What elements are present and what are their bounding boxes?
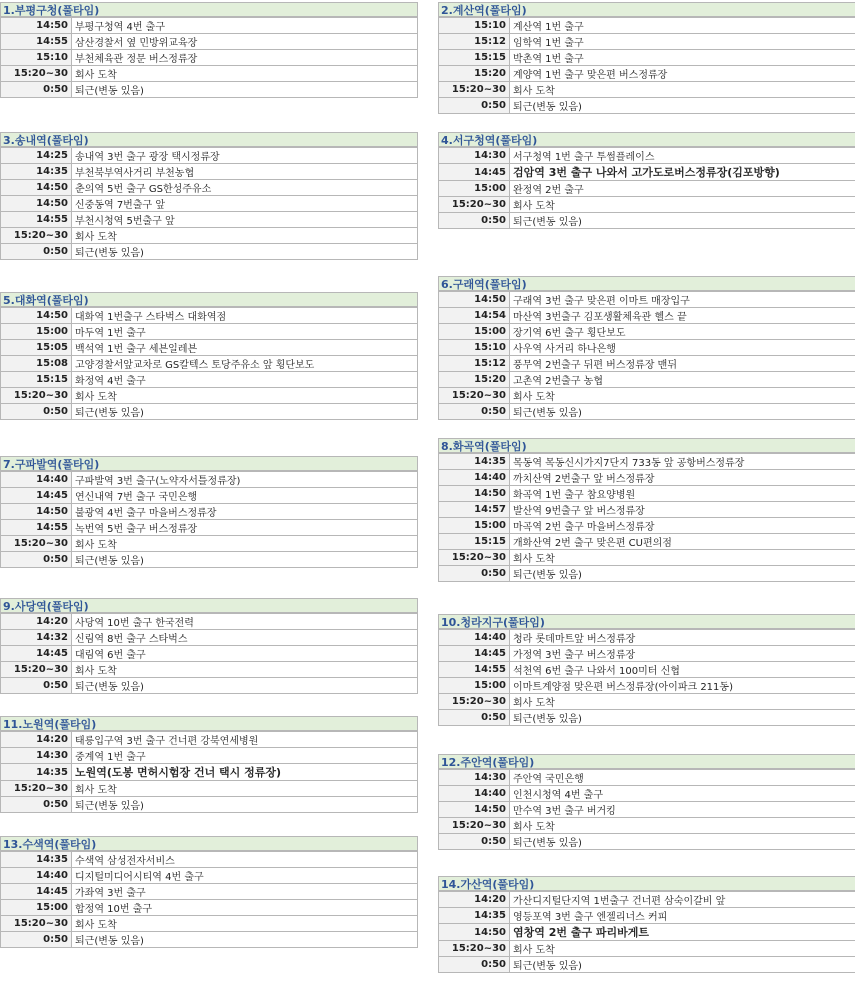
stop-time: 14:54 (439, 308, 510, 324)
stop-time: 14:45 (439, 646, 510, 662)
table-row (1, 82, 418, 98)
route-table (438, 17, 855, 114)
table-row (439, 710, 855, 726)
stop-place: 중계역 1번 출구 (72, 748, 418, 764)
stop-time: 15:20 (439, 66, 510, 82)
route-table (0, 613, 418, 694)
stop-place: 회사 도착 (72, 916, 418, 932)
stop-place: 풍무역 2번출구 뒤편 버스정류장 맨뒤 (510, 356, 855, 372)
route-title: 3.송내역(풀타임) (0, 132, 418, 147)
table-row (1, 504, 418, 520)
stop-place: 퇴근(변동 있음) (72, 404, 418, 420)
stop-place: 회사 도착 (510, 82, 855, 98)
table-row (1, 34, 418, 50)
stop-place: 불광역 4번 출구 마을버스정류장 (72, 504, 418, 520)
stop-place: 가산디지털단지역 1번출구 건너편 삼숙이갈비 앞 (510, 892, 855, 908)
stop-place: 디지털미디어시티역 4번 출구 (72, 868, 418, 884)
route-block (438, 132, 855, 229)
stop-time: 15:12 (439, 34, 510, 50)
table-row (439, 802, 855, 818)
stop-place: 퇴근(변동 있음) (510, 213, 855, 229)
route-block (438, 614, 855, 726)
table-row (1, 148, 418, 164)
table-row (439, 892, 855, 908)
route-title: 1.부평구청(풀타임) (0, 2, 418, 17)
table-row (439, 694, 855, 710)
table-row (1, 748, 418, 764)
route-table (0, 17, 418, 98)
table-row (439, 770, 855, 786)
table-row (439, 957, 855, 973)
stop-time: 14:50 (439, 486, 510, 502)
stop-time: 14:50 (1, 180, 72, 196)
stop-place: 신중동역 7번출구 앞 (72, 196, 418, 212)
stop-place: 계양역 1번 출구 맞은편 버스정류장 (510, 66, 855, 82)
route-title: 7.구파발역(풀타임) (0, 456, 418, 471)
stop-place: 퇴근(변동 있음) (510, 404, 855, 420)
table-row (439, 566, 855, 582)
stop-place: 퇴근(변동 있음) (72, 244, 418, 260)
table-row (439, 534, 855, 550)
route-table (438, 147, 855, 229)
route-title: 8.화곡역(풀타임) (438, 438, 855, 453)
route-table (0, 147, 418, 260)
route-block (0, 132, 418, 260)
stop-time: 0:50 (439, 404, 510, 420)
stop-time: 15:20~30 (1, 388, 72, 404)
stop-time: 14:45 (1, 488, 72, 504)
stop-place: 백석역 1번 출구 세븐일레븐 (72, 340, 418, 356)
route-block (0, 598, 418, 694)
stop-place: 검암역 3번 출구 나와서 고가도로버스정류장(김포방향) (510, 164, 855, 181)
stop-place: 노원역(도봉 면허시험장 건너 택시 정류장) (72, 764, 418, 781)
stop-time: 15:20~30 (1, 781, 72, 797)
table-row (1, 764, 418, 781)
table-row (1, 932, 418, 948)
stop-place: 개화산역 2번 출구 맞은편 CU편의점 (510, 534, 855, 550)
route-title: 14.가산역(풀타임) (438, 876, 855, 891)
table-row (1, 228, 418, 244)
stop-time: 0:50 (1, 932, 72, 948)
stop-time: 15:20~30 (439, 388, 510, 404)
stop-time: 15:15 (439, 534, 510, 550)
stop-time: 14:25 (1, 148, 72, 164)
table-row (439, 834, 855, 850)
stop-time: 15:00 (439, 678, 510, 694)
stop-time: 14:40 (439, 786, 510, 802)
table-row (1, 797, 418, 813)
stop-place: 임학역 1번 출구 (510, 34, 855, 50)
stop-place: 대림역 6번 출구 (72, 646, 418, 662)
route-title: 6.구래역(풀타임) (438, 276, 855, 291)
stop-place: 송내역 3번 출구 광장 택시정류장 (72, 148, 418, 164)
stop-place: 회사 도착 (72, 662, 418, 678)
stop-place: 회사 도착 (72, 228, 418, 244)
stop-time: 15:20~30 (1, 228, 72, 244)
stop-place: 퇴근(변동 있음) (510, 834, 855, 850)
stop-place: 삼산경찰서 옆 민방위교육장 (72, 34, 418, 50)
stop-time: 15:20~30 (1, 662, 72, 678)
table-row (439, 678, 855, 694)
stop-time: 14:30 (439, 770, 510, 786)
stop-place: 퇴근(변동 있음) (72, 678, 418, 694)
stop-time: 14:32 (1, 630, 72, 646)
table-row (1, 536, 418, 552)
stop-time: 15:00 (439, 518, 510, 534)
stop-time: 14:50 (439, 292, 510, 308)
stop-time: 0:50 (1, 244, 72, 260)
table-row (439, 324, 855, 340)
stop-time: 14:20 (1, 732, 72, 748)
stop-time: 15:08 (1, 356, 72, 372)
table-row (439, 98, 855, 114)
stop-time: 14:57 (439, 502, 510, 518)
stop-time: 15:10 (1, 50, 72, 66)
stop-place: 녹번역 5번 출구 버스정류장 (72, 520, 418, 536)
table-row (1, 852, 418, 868)
table-row (1, 372, 418, 388)
stop-time: 14:40 (439, 630, 510, 646)
stop-time: 15:20~30 (439, 818, 510, 834)
route-table (438, 891, 855, 973)
route-title: 11.노원역(풀타임) (0, 716, 418, 731)
route-block (438, 876, 855, 973)
route-table (0, 307, 418, 420)
stop-time: 14:40 (1, 868, 72, 884)
route-block (438, 2, 855, 114)
stop-place: 만수역 3번 출구 버거킹 (510, 802, 855, 818)
stop-place: 마산역 3번출구 김포생활체육관 헬스 끝 (510, 308, 855, 324)
table-row (439, 662, 855, 678)
stop-time: 14:50 (439, 802, 510, 818)
stop-time: 0:50 (439, 98, 510, 114)
table-row (1, 404, 418, 420)
table-row (439, 486, 855, 502)
stop-time: 14:50 (1, 196, 72, 212)
route-title: 9.사당역(풀타임) (0, 598, 418, 613)
stop-place: 퇴근(변동 있음) (510, 98, 855, 114)
stop-time: 0:50 (439, 213, 510, 229)
stop-time: 14:45 (1, 884, 72, 900)
table-row (1, 308, 418, 324)
table-row (1, 196, 418, 212)
stop-place: 인천시청역 4번 출구 (510, 786, 855, 802)
table-row (1, 472, 418, 488)
stop-time: 15:20 (439, 372, 510, 388)
table-row (1, 552, 418, 568)
table-row (1, 212, 418, 228)
table-row (439, 197, 855, 213)
stop-place: 주안역 국민은행 (510, 770, 855, 786)
stop-place: 태릉입구역 3번 출구 건너편 강북연세병원 (72, 732, 418, 748)
stop-place: 장기역 6번 출구 횡단보도 (510, 324, 855, 340)
route-block (0, 2, 418, 98)
stop-place: 퇴근(변동 있음) (510, 566, 855, 582)
stop-time: 15:00 (439, 324, 510, 340)
stop-place: 부평구청역 4번 출구 (72, 18, 418, 34)
stop-place: 회사 도착 (510, 197, 855, 213)
stop-place: 회사 도착 (510, 388, 855, 404)
route-block (0, 456, 418, 568)
stop-place: 회사 도착 (510, 941, 855, 957)
stop-time: 0:50 (439, 566, 510, 582)
stop-place: 구파발역 3번 출구(노약자서틀정류장) (72, 472, 418, 488)
stop-time: 15:20~30 (439, 550, 510, 566)
stop-place: 고촌역 2번출구 농협 (510, 372, 855, 388)
stop-time: 14:35 (439, 454, 510, 470)
stop-time: 0:50 (1, 82, 72, 98)
stop-time: 0:50 (439, 834, 510, 850)
stop-time: 15:20~30 (439, 197, 510, 213)
table-row (439, 630, 855, 646)
stop-place: 합정역 10번 출구 (72, 900, 418, 916)
route-table (0, 471, 418, 568)
stop-place: 퇴근(변동 있음) (510, 957, 855, 973)
stop-place: 완정역 2번 출구 (510, 181, 855, 197)
route-block (0, 716, 418, 813)
table-row (439, 646, 855, 662)
route-table (0, 731, 418, 813)
table-row (1, 180, 418, 196)
stop-time: 0:50 (1, 797, 72, 813)
table-row (439, 502, 855, 518)
route-table (438, 629, 855, 726)
table-row (1, 244, 418, 260)
stop-time: 15:20~30 (439, 941, 510, 957)
table-row (1, 732, 418, 748)
stop-time: 14:50 (1, 308, 72, 324)
stop-time: 0:50 (439, 957, 510, 973)
route-table (0, 851, 418, 948)
table-row (1, 646, 418, 662)
table-row (439, 404, 855, 420)
stop-time: 14:20 (1, 614, 72, 630)
stop-time: 15:20~30 (439, 694, 510, 710)
stop-time: 14:55 (439, 662, 510, 678)
route-title: 12.주안역(풀타임) (438, 754, 855, 769)
stop-place: 마두역 1번 출구 (72, 324, 418, 340)
stop-place: 화정역 4번 출구 (72, 372, 418, 388)
table-row (1, 340, 418, 356)
table-row (439, 550, 855, 566)
stop-time: 0:50 (1, 404, 72, 420)
table-row (1, 781, 418, 797)
table-row (1, 916, 418, 932)
table-row (439, 148, 855, 164)
stop-time: 14:45 (439, 164, 510, 181)
table-row (439, 786, 855, 802)
table-row (439, 908, 855, 924)
stop-place: 가정역 3번 출구 버스정류장 (510, 646, 855, 662)
stop-time: 14:35 (1, 852, 72, 868)
stop-place: 목동역 목동신시가지7단지 733동 앞 공항버스정류장 (510, 454, 855, 470)
stop-time: 0:50 (1, 678, 72, 694)
stop-place: 가좌역 3번 출구 (72, 884, 418, 900)
stop-place: 회사 도착 (72, 781, 418, 797)
stop-place: 고양경찰서앞교차로 GS칼텍스 토당주유소 앞 횡단보도 (72, 356, 418, 372)
route-title: 2.계산역(풀타임) (438, 2, 855, 17)
stop-time: 15:05 (1, 340, 72, 356)
stop-time: 14:55 (1, 34, 72, 50)
stop-place: 청라 롯데마트앞 버스정류장 (510, 630, 855, 646)
stop-time: 14:30 (439, 148, 510, 164)
route-title: 5.대화역(풀타임) (0, 292, 418, 307)
table-row (1, 66, 418, 82)
table-row (439, 388, 855, 404)
table-row (439, 518, 855, 534)
stop-place: 신림역 8번 출구 스타벅스 (72, 630, 418, 646)
route-table (438, 453, 855, 582)
stop-time: 14:40 (439, 470, 510, 486)
stop-place: 염창역 2번 출구 파리바게트 (510, 924, 855, 941)
stop-place: 마곡역 2번 출구 마을버스정류장 (510, 518, 855, 534)
stop-place: 퇴근(변동 있음) (72, 82, 418, 98)
stop-time: 15:00 (1, 324, 72, 340)
stop-time: 14:35 (1, 164, 72, 180)
table-row (439, 18, 855, 34)
table-row (1, 50, 418, 66)
table-row (439, 924, 855, 941)
stop-place: 계산역 1번 출구 (510, 18, 855, 34)
stop-time: 15:15 (439, 50, 510, 66)
table-row (1, 678, 418, 694)
table-row (439, 34, 855, 50)
stop-place: 화곡역 1번 출구 참요양병원 (510, 486, 855, 502)
stop-place: 이마트계양점 맞은편 버스정류장(아이파크 211동) (510, 678, 855, 694)
table-row (1, 900, 418, 916)
table-row (1, 488, 418, 504)
route-block (438, 276, 855, 420)
stop-place: 연신내역 7번 출구 국민은행 (72, 488, 418, 504)
stop-place: 퇴근(변동 있음) (510, 710, 855, 726)
stop-place: 부천북부역사거리 부천농협 (72, 164, 418, 180)
stop-place: 회사 도착 (510, 694, 855, 710)
stop-time: 15:12 (439, 356, 510, 372)
table-row (439, 66, 855, 82)
stop-time: 14:55 (1, 212, 72, 228)
stop-time: 15:00 (439, 181, 510, 197)
stop-place: 회사 도착 (510, 818, 855, 834)
table-row (1, 884, 418, 900)
stop-time: 15:20~30 (1, 536, 72, 552)
stop-place: 춘의역 5번 출구 GS한성주유소 (72, 180, 418, 196)
stop-place: 구래역 3번 출구 맞은편 이마트 매장입구 (510, 292, 855, 308)
table-row (1, 520, 418, 536)
table-row (439, 454, 855, 470)
table-row (439, 356, 855, 372)
route-title: 13.수색역(풀타임) (0, 836, 418, 851)
stop-time: 14:20 (439, 892, 510, 908)
route-title: 10.청라지구(풀타임) (438, 614, 855, 629)
stop-place: 퇴근(변동 있음) (72, 932, 418, 948)
stop-time: 14:35 (1, 764, 72, 781)
stop-time: 15:20~30 (1, 66, 72, 82)
route-title: 4.서구청역(풀타임) (438, 132, 855, 147)
stop-place: 사우역 사거리 하나은행 (510, 340, 855, 356)
table-row (439, 181, 855, 197)
stop-place: 퇴근(변동 있음) (72, 797, 418, 813)
route-block (438, 754, 855, 850)
route-table (438, 291, 855, 420)
stop-time: 14:50 (1, 18, 72, 34)
table-row (439, 470, 855, 486)
stop-place: 부천시청역 5번출구 앞 (72, 212, 418, 228)
table-row (439, 82, 855, 98)
table-row (439, 372, 855, 388)
table-row (1, 630, 418, 646)
table-row (1, 614, 418, 630)
stop-place: 발산역 9번출구 앞 버스정류장 (510, 502, 855, 518)
stop-time: 0:50 (439, 710, 510, 726)
table-row (1, 324, 418, 340)
stop-time: 14:30 (1, 748, 72, 764)
stop-place: 사당역 10번 출구 한국전력 (72, 614, 418, 630)
stop-place: 까치산역 2번출구 앞 버스정류장 (510, 470, 855, 486)
table-row (439, 308, 855, 324)
stop-time: 15:15 (1, 372, 72, 388)
route-table (438, 769, 855, 850)
stop-time: 0:50 (1, 552, 72, 568)
stop-place: 회사 도착 (510, 550, 855, 566)
table-row (439, 50, 855, 66)
stop-place: 박촌역 1번 출구 (510, 50, 855, 66)
stop-time: 14:35 (439, 908, 510, 924)
stop-place: 영등포역 3번 출구 엔젤리너스 커피 (510, 908, 855, 924)
table-row (439, 213, 855, 229)
table-row (439, 941, 855, 957)
stop-place: 퇴근(변동 있음) (72, 552, 418, 568)
table-row (1, 356, 418, 372)
table-row (439, 292, 855, 308)
table-row (1, 868, 418, 884)
table-row (1, 18, 418, 34)
table-row (1, 164, 418, 180)
stop-place: 회사 도착 (72, 66, 418, 82)
stop-place: 석천역 6번 출구 나와서 100미터 신협 (510, 662, 855, 678)
table-row (439, 164, 855, 181)
stop-time: 15:00 (1, 900, 72, 916)
stop-time: 14:50 (439, 924, 510, 941)
route-block (0, 836, 418, 948)
route-block (0, 292, 418, 420)
table-row (1, 388, 418, 404)
stop-place: 회사 도착 (72, 536, 418, 552)
table-row (439, 340, 855, 356)
stop-place: 서구청역 1번 출구 투썸플레이스 (510, 148, 855, 164)
stop-time: 15:20~30 (1, 916, 72, 932)
stop-time: 14:50 (1, 504, 72, 520)
stop-time: 15:10 (439, 18, 510, 34)
table-row (1, 662, 418, 678)
stop-place: 수색역 삼성전자서비스 (72, 852, 418, 868)
stop-time: 15:20~30 (439, 82, 510, 98)
stop-place: 부천체육관 정문 버스정류장 (72, 50, 418, 66)
stop-time: 14:55 (1, 520, 72, 536)
stop-time: 14:45 (1, 646, 72, 662)
route-block (438, 438, 855, 582)
stop-time: 15:10 (439, 340, 510, 356)
stop-place: 대화역 1번출구 스타벅스 대화역점 (72, 308, 418, 324)
stop-place: 회사 도착 (72, 388, 418, 404)
stop-time: 14:40 (1, 472, 72, 488)
table-row (439, 818, 855, 834)
